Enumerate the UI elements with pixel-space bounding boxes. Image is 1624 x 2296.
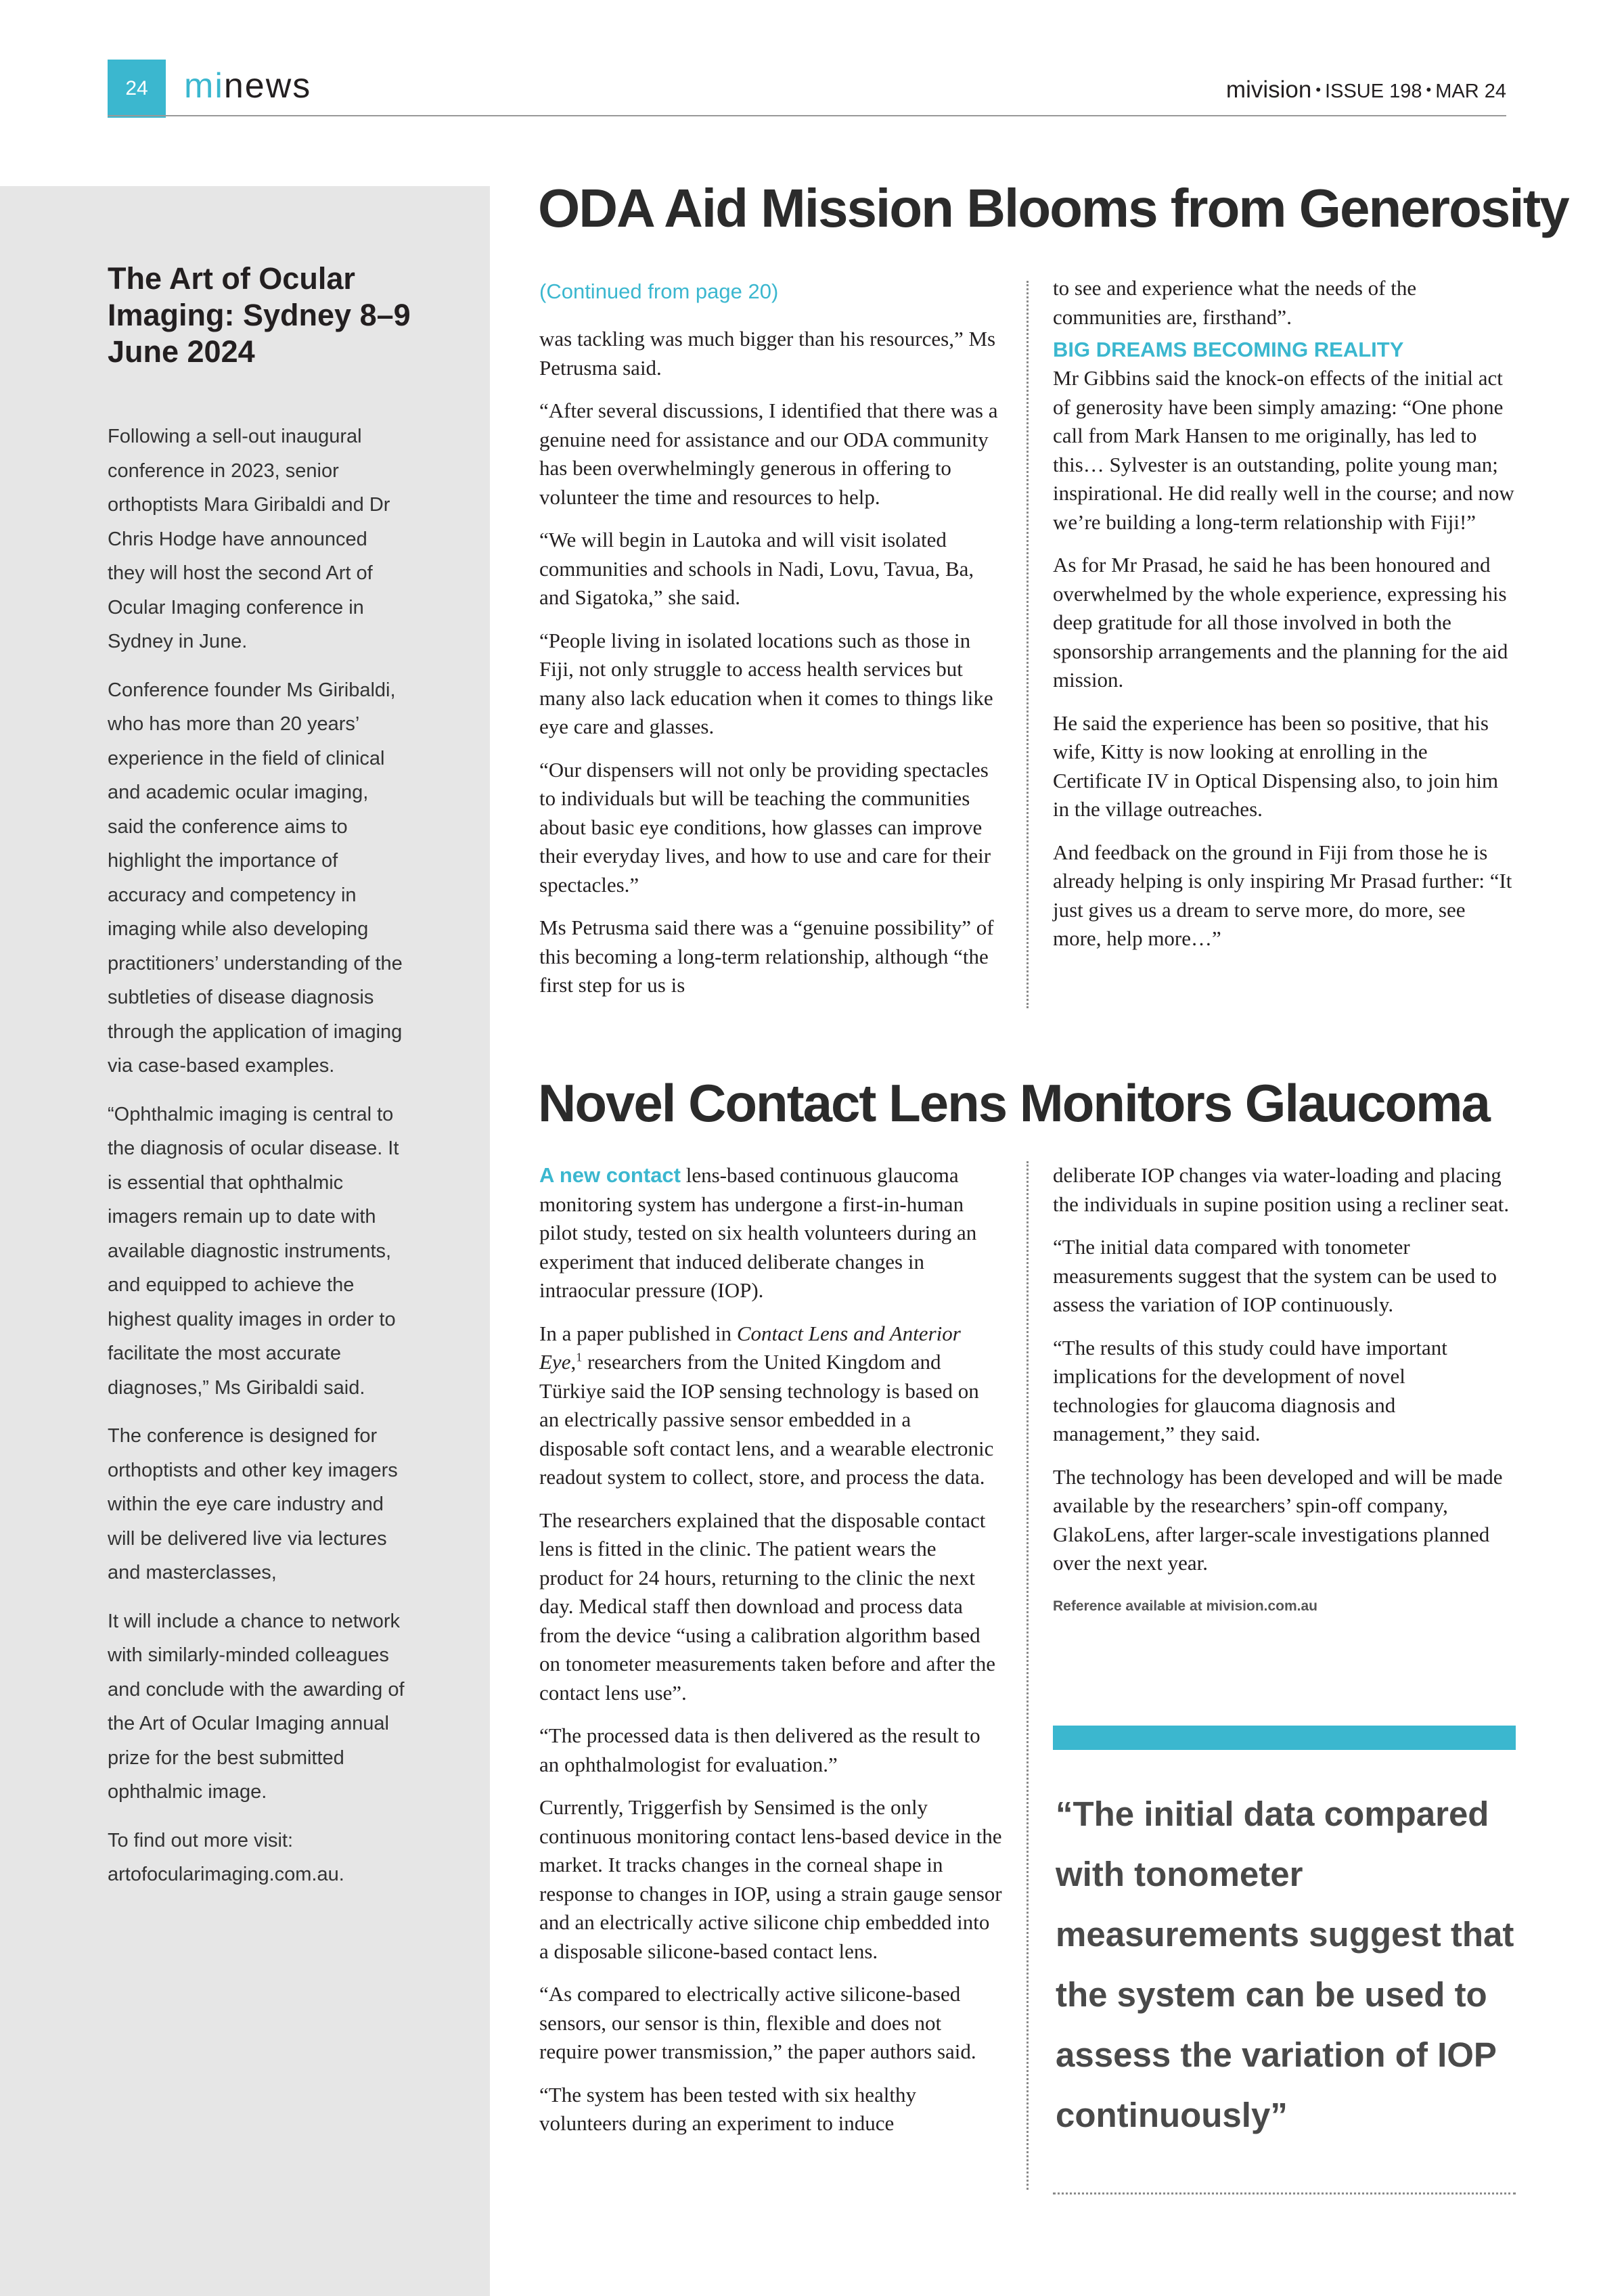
body-paragraph: “The results of this study could have important implications for the development of novel technologies for glaucoma diagnosis and management,” they said. bbox=[1053, 1335, 1447, 1445]
article1-column-1 bbox=[539, 277, 1002, 1014]
article2-column-1 bbox=[539, 1161, 1002, 2153]
body-paragraph: was tackling was much bigger than his resources,” Ms Petrusma said. bbox=[539, 327, 996, 380]
reference-note[interactable]: Reference available at mivision.com.au bbox=[1053, 1598, 1318, 1614]
section-title bbox=[184, 62, 311, 110]
sidebar-paragraph: “Ophthalmic imaging is central to the diagnosis of ocular disease. It is essential that ophthalmic imagers remain up to date with available diagnostic instruments, and equipped to achieve the highest quality images in order to facilitate the most accurate diagnoses,” Ms Giribaldi said. bbox=[108, 1103, 399, 1399]
pull-quote-bar bbox=[1053, 1726, 1516, 1750]
sidebar-paragraph: The conference is designed for orthoptists and other key imagers within the eye care industry and will be delivered live via lectures and masterclasses, bbox=[108, 1425, 398, 1583]
body-paragraph: “As compared to electrically active silicone-based sensors, our sensor is thin, flexible and does not require power transmission,” the paper authors said. bbox=[539, 1982, 976, 2063]
body-paragraph: Mr Gibbins said the knock-on effects of the initial act of generosity have been simply amazing: “One phone call from Mark Hansen to me originally, has led to this… Sylvester is an outstanding, polite young man; inspirational. He did really well in the course; and now we’re building a long-term relationship with Fiji!” bbox=[1053, 366, 1514, 534]
footnote-marker: 1 bbox=[576, 1350, 583, 1364]
issue-date: MAR 24 bbox=[1435, 81, 1506, 102]
p2-start: In a paper published in bbox=[539, 1321, 737, 1345]
body-paragraph: He said the experience has been so positive, that his wife, Kitty is now looking at enrolling in the Certificate IV in Optical Dispensing also, to join him in the village outreaches. bbox=[1053, 711, 1499, 821]
article1-column-2 bbox=[1053, 274, 1516, 968]
pull-quote: “The initial data compared with tonometer measurements suggest that the system can be used to assess the variation of IOP continuously” bbox=[1056, 1795, 1514, 2134]
pull-quote-rule bbox=[1053, 2192, 1516, 2194]
lead-paragraph bbox=[539, 1161, 1002, 1305]
brand-name: mivision bbox=[1225, 76, 1312, 103]
issue-number: ISSUE 198 bbox=[1325, 81, 1422, 102]
section-suffix: news bbox=[223, 66, 312, 106]
body-paragraph: “After several discussions, I identified that there was a genuine need for assistance and our ODA community has been overwhelmingly generous in offering to volunteer the time and resources to help. bbox=[539, 399, 998, 509]
column-divider bbox=[1027, 281, 1029, 1008]
body-paragraph: Currently, Triggerfish by Sensimed is the only continuous monitoring contact lens-based device in the market. It tracks changes in the corneal shape in response to changes in IOP, using a strain gauge sensor and an electrically active silicone chip embedded into a disposable silicone-based contact lens. bbox=[539, 1795, 1002, 1963]
bullet-separator: • bbox=[1426, 81, 1432, 98]
body-paragraph: The researchers explained that the disposable contact lens is fitted in the clinic. The patient wears the product for 24 hours, returning to the clinic the next day. Medical staff then download and process data from the device “using a calibration algorithm based on tonometer measurements taken before and after the contact lens use”. bbox=[539, 1508, 995, 1705]
section-prefix: mi bbox=[184, 66, 224, 106]
body-paragraph: “The system has been tested with six healthy volunteers during an experiment to induce bbox=[539, 2082, 917, 2135]
article1-subhead: BIG DREAMS BECOMING REALITY bbox=[1053, 338, 1404, 361]
body-paragraph: Ms Petrusma said there was a “genuine possibility” of this becoming a long-term relationship, although “the first step for us is bbox=[539, 916, 994, 997]
bullet-separator: • bbox=[1315, 81, 1322, 98]
header-rule bbox=[108, 115, 1506, 116]
body-paragraph: to see and experience what the needs of the communities are, firsthand”. bbox=[1053, 276, 1417, 329]
article2-headline: Novel Contact Lens Monitors Glaucoma bbox=[538, 1073, 1489, 1133]
body-paragraph: “The initial data compared with tonometer measurements suggest that the system can be used to assess the variation of IOP continuously. bbox=[1053, 1235, 1497, 1316]
sidebar-title: The Art of Ocular Imaging: Sydney 8–9 June 2024 bbox=[108, 261, 411, 369]
body-paragraph: “People living in isolated locations such as those in Fiji, not only struggle to access health services but many also lack education when it comes to things like eye care and glasses. bbox=[539, 628, 993, 738]
body-paragraph: “The processed data is then delivered as the result to an ophthalmologist for evaluation.” bbox=[539, 1724, 980, 1776]
body-paragraph: deliberate IOP changes via water-loading and placing the individuals in supine position using a recliner seat. bbox=[1053, 1163, 1510, 1216]
sidebar-paragraph: Conference founder Ms Giribaldi, who has more than 20 years’ experience in the field of clinical and academic ocular imaging, said the conference aims to highlight the importance of accuracy and competency in imaging while also developing practitioners’ understanding of the subtleties of disease diagnosis through the application of imaging via case-based examples. bbox=[108, 679, 403, 1077]
body-paragraph: And feedback on the ground in Fiji from those he is already helping is only inspiring Mr Prasad further: “It just gives us a dream to serve more, do more, see more, help more…” bbox=[1053, 840, 1512, 950]
column-divider bbox=[1027, 1161, 1029, 2190]
body-paragraph: “Our dispensers will not only be providing spectacles to individuals but will be teaching the communities about basic eye conditions, how glasses can improve their everyday lives, and how to use and care for their spectacles.” bbox=[539, 757, 991, 897]
page-number: 24 bbox=[108, 60, 166, 118]
article2-column-2 bbox=[1053, 1161, 1516, 1621]
p2-rest: researchers from the United Kingdom and Türkiye said the IOP sensing technology is based on an electrically passive sensor embedded in a disposable soft contact lens, and a wearable electronic readout system to collect, store, and process the data. bbox=[539, 1350, 994, 1489]
body-paragraph: “We will begin in Lautoka and will visit isolated communities and schools in Nadi, Lovu, Tavua, Ba, and Sigatoka,” she said. bbox=[539, 528, 974, 609]
lead-text: lens-based continuous glaucoma monitoring system has undergone a first-in-human pilot study, tested on six health volunteers during an experiment that induced deliberate changes in intraocular pressure (IOP). bbox=[539, 1163, 977, 1302]
sidebar-paragraph: It will include a chance to network with similarly-minded colleagues and conclude with the awarding of the Art of Ocular Imaging annual prize for the best submitted ophthalmic image. bbox=[108, 1610, 405, 1803]
sidebar-link-paragraph[interactable]: To find out more visit: artofocularimaging.com.au. bbox=[108, 1829, 344, 1885]
journal-title: Contact Lens and Anterior Eye bbox=[539, 1321, 961, 1374]
body-paragraph: In a paper published in Contact Lens and Anterior Eye,$^1$ researchers from the United Kingdom and Türkiye said the IOP sensing technology is based on an electrically passive sensor embedded in a disposable soft contact lens, and a wearable electronic readout system to collect, store, and process the data. bbox=[539, 1321, 994, 1489]
continued-note: (Continued from page 20) bbox=[539, 279, 779, 303]
article1-headline: ODA Aid Mission Blooms from Generosity bbox=[538, 178, 1569, 238]
lead-words: A new contact bbox=[539, 1163, 681, 1187]
body-paragraph: The technology has been developed and will be made available by the researchers’ spin-off company, GlakoLens, after larger-scale investigations planned over the next year. bbox=[1053, 1464, 1503, 1575]
issue-info bbox=[1226, 73, 1506, 110]
sidebar-paragraph: Following a sell-out inaugural conference in 2023, senior orthoptists Mara Giribaldi and Dr Chris Hodge have announced they will host the second Art of Ocular Imaging conference in Sydney in June. bbox=[108, 426, 390, 652]
body-paragraph: As for Mr Prasad, he said he has been honoured and overwhelmed by the whole experience, expressing his deep gratitude for all those involved in both the sponsorship arrangements and the planning for the aid mission. bbox=[1053, 553, 1508, 692]
sidebar-body bbox=[108, 420, 405, 1906]
